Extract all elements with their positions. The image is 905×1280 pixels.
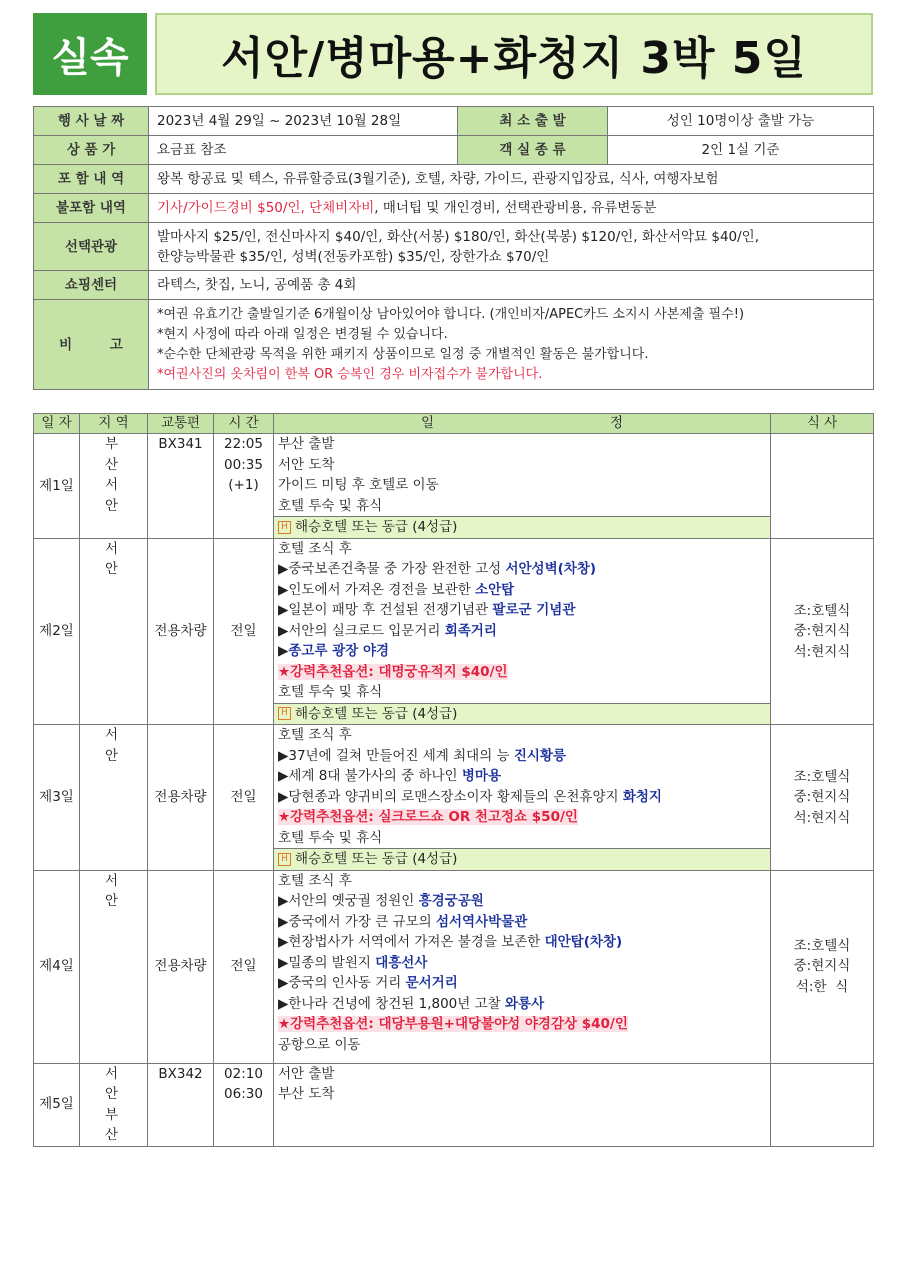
attraction-name: 팔로군 기념관 (492, 602, 576, 618)
attraction-name: 대흥선사 (375, 954, 428, 971)
hotel-icon: H (278, 707, 291, 720)
itinerary-line: ▶37년에 걸쳐 만들어진 세계 최대의 능 진시황릉 (278, 747, 567, 764)
meal-line: 중:현지식 (793, 623, 851, 639)
itinerary-line: ▶중국에서 가장 큰 규모의 섬서역사박물관 (278, 913, 528, 930)
meal-line: 석:현지식 (793, 809, 851, 826)
time-text: 02:10 (224, 1065, 263, 1082)
meal-line: 중:현지식 (793, 958, 851, 975)
itinerary-line: ▶중국의 인사동 거리 문서거리 (278, 975, 458, 991)
price-value: 요금표 참조 (149, 136, 458, 165)
attraction-name: 와룡사 (504, 995, 545, 1012)
attraction-name: 흥경궁공원 (418, 893, 484, 909)
attraction-name: 대안탑(차창) (544, 934, 623, 950)
header-region: 지 역 (80, 414, 148, 434)
period-value: 2023년 4월 29일 ~ 2023년 10월 28일 (149, 107, 458, 136)
meal-line: 석:현지식 (793, 643, 851, 660)
itinerary-line: ▶당현종과 양귀비의 로맨스장소이자 황제들의 온천휴양지 화청지 (278, 788, 662, 805)
header-meal: 식 사 (771, 414, 874, 434)
attraction-name: 소안탑 (475, 581, 515, 598)
itinerary-line: 호텔 투숙 및 휴식 (278, 497, 383, 514)
meal-line: 석:한 식 (795, 978, 849, 995)
day-row (34, 1063, 874, 1146)
exclude-value (149, 194, 874, 223)
min-departure-label: 최 소 출 발 (458, 107, 608, 136)
hotel-icon: H (278, 853, 291, 866)
meal-line: 조:호텔식 (793, 602, 851, 619)
time-text: 22:05 (224, 436, 263, 452)
hotel-name: 해승호텔 또는 동급 (4성급) (295, 705, 458, 722)
itinerary-line: ▶현장법사가 서역에서 가져온 불경을 보존한 대안탑(차창) (278, 934, 623, 950)
optional-tour-line: 발마사지 $25/인, 전신마사지 $40/인, 화산(서봉) $180/인, 화산(북봉) $120/인, 화산서악묘 $40/인, (157, 228, 760, 245)
day-region: 서안 (80, 870, 148, 1063)
schedule-header (34, 414, 874, 434)
time-text: 06:30 (224, 1086, 263, 1102)
itinerary-line (278, 1014, 766, 1035)
page-title: 서안/병마용+화청지 3박 5일 (155, 13, 873, 95)
day-region: 서안 (80, 725, 148, 871)
day-row (34, 538, 874, 725)
hotel-icon: H (278, 521, 291, 534)
day-region (80, 434, 148, 539)
header-itinerary: 일 정 (274, 414, 771, 434)
meal-cell (771, 434, 874, 539)
note-line: *순수한 단체관광 목적을 위한 패키지 상품이므로 일정 중 개별적인 활동은 불가합니다. (157, 346, 649, 362)
notes-label: 비 고 (34, 300, 149, 390)
info-row-shopping (34, 271, 874, 300)
title-badge: 실속 (33, 13, 147, 95)
region-text: 부산 (104, 1106, 133, 1143)
transport-text: 전용차량 (148, 725, 214, 871)
time-text: 00:35 (224, 456, 263, 473)
itinerary-line: 호텔 투숙 및 휴식 (278, 684, 383, 700)
attraction-name: 병마용 (461, 768, 502, 784)
include-value: 왕복 항공료 및 텍스, 유류할증료(3월기준), 호텔, 차량, 가이드, 관광지입장료, 식사, 여행자보험 (149, 165, 874, 194)
itinerary-cell (274, 1063, 771, 1146)
header-date: 일 자 (34, 414, 80, 434)
attraction-name: 섬서역사박물관 (435, 913, 528, 930)
recommended-option: ★강력추천옵션: 대명궁유적지 $40/인 (278, 663, 508, 680)
shopping-value: 라텍스, 찻집, 노니, 공예품 총 4회 (149, 271, 874, 300)
min-departure-value: 성인 10명이상 출발 가능 (608, 107, 874, 136)
attraction-name: 문서거리 (405, 975, 458, 991)
day-label: 제5일 (34, 1063, 80, 1146)
day-times (214, 1063, 274, 1146)
itinerary-line (278, 662, 766, 683)
itinerary-line: ▶서안의 실크로드 입문거리 회족거리 (278, 622, 497, 639)
exclude-rest-text: , 매너팁 및 개인경비, 선택관광비용, 유류변동분 (374, 200, 657, 216)
day-label: 제3일 (34, 725, 80, 871)
itinerary-line: ▶한나라 건녕에 창건된 1,800년 고찰 와룡사 (278, 995, 545, 1012)
itinerary-cell (274, 870, 771, 1063)
transport-text: 전용차량 (148, 870, 214, 1063)
optional-tour-line: 한양능박물관 $35/인, 성벽(전동카포함) $35/인, 장한가쇼 $70/인 (157, 248, 550, 265)
itinerary-line (278, 807, 766, 828)
hotel-name: 해승호텔 또는 동급 (4성급) (295, 851, 458, 867)
schedule-table (33, 413, 874, 1147)
recommended-option: ★강력추천옵션: 대당부용원+대당불야성 야경감상 $40/인 (278, 1016, 628, 1032)
meal-line: 조:호텔식 (793, 937, 851, 954)
optional-tour-value (149, 223, 874, 271)
hotel-line (274, 703, 770, 725)
itinerary-cell (274, 538, 771, 725)
notes-value (149, 300, 874, 390)
day-row (34, 725, 874, 871)
meal-line: 조:호텔식 (793, 768, 851, 785)
day-label: 제1일 (34, 434, 80, 539)
meal-cell (771, 538, 874, 725)
meal-cell (771, 870, 874, 1063)
attraction-name: 화청지 (622, 788, 662, 805)
itinerary-line: ▶중국보존건축물 중 가장 완전한 고성 서안성벽(차창) (278, 561, 597, 577)
info-table (33, 106, 874, 390)
day-label: 제4일 (34, 870, 80, 1063)
itinerary-line: 공항으로 이동 (278, 1036, 361, 1053)
time-text: 전일 (214, 725, 274, 871)
hotel-name: 해승호텔 또는 동급 (4성급) (295, 519, 458, 535)
region-text: 부산 (104, 436, 133, 473)
exclude-label: 불포함 내역 (34, 194, 149, 223)
info-row-include (34, 165, 874, 194)
itinerary-line: ▶밀종의 발원지 대흥선사 (278, 954, 428, 971)
day-row (34, 870, 874, 1063)
meal-line: 중:현지식 (793, 789, 851, 805)
info-row-price (34, 136, 874, 165)
itinerary-line: 부산 출발 (278, 436, 335, 452)
room-type-label: 객 실 종 류 (458, 136, 608, 165)
attraction-name: 종고루 광장 야경 (288, 643, 390, 659)
attraction-name: 진시황릉 (513, 747, 567, 764)
itinerary-line: 가이드 미팅 후 호텔로 이동 (278, 477, 439, 493)
note-line-warning: *여권사진의 옷차림이 한복 OR 승복인 경우 비자접수가 불가합니다. (157, 366, 543, 382)
transport-text: 전용차량 (148, 538, 214, 725)
region-text: 서안 (104, 477, 133, 514)
itinerary-line: ▶인도에서 가져온 경전을 보관한 소안탑 (278, 581, 515, 598)
include-label: 포 함 내 역 (34, 165, 149, 194)
room-type-value: 2인 1실 기준 (608, 136, 874, 165)
meal-cell (771, 725, 874, 871)
info-row-notes (34, 300, 874, 390)
price-label: 상 품 가 (34, 136, 149, 165)
optional-tour-label: 선택관광 (34, 223, 149, 271)
shopping-label: 쇼핑센터 (34, 271, 149, 300)
note-line: *여권 유효기간 출발일기준 6개월이상 남아있어야 합니다. (개인비자/APEC카드 소지시 사본제출 필수!) (157, 306, 745, 322)
itinerary-line: 호텔 조식 후 (278, 727, 352, 743)
hotel-line (274, 516, 770, 538)
recommended-option: ★강력추천옵션: 실크로드쇼 OR 천고정쇼 $50/인 (278, 809, 578, 825)
period-label: 행 사 날 짜 (34, 107, 149, 136)
itinerary-line: 호텔 조식 후 (278, 872, 352, 889)
itinerary-line: 서안 도착 (278, 456, 335, 473)
header-time: 시 간 (214, 414, 274, 434)
exclude-red-text: 기사/가이드경비 $50/인, 단체비자비 (157, 200, 375, 216)
day-region: 서안 (80, 538, 148, 725)
day-times (214, 434, 274, 539)
itinerary-cell (274, 434, 771, 539)
meal-cell (771, 1063, 874, 1146)
time-text: (+1) (228, 477, 259, 493)
itinerary-line: ▶서안의 옛궁궐 정원인 흥경궁공원 (278, 893, 484, 909)
itinerary-line: 부산 도착 (278, 1086, 335, 1102)
itinerary-line: 호텔 조식 후 (278, 540, 352, 557)
itinerary-line: 호텔 투숙 및 휴식 (278, 829, 383, 846)
day-label: 제2일 (34, 538, 80, 725)
day-region (80, 1063, 148, 1146)
itinerary-line: ▶종고루 광장 야경 (278, 643, 390, 659)
day-row (34, 434, 874, 539)
hotel-line (274, 848, 770, 870)
itinerary-cell (274, 725, 771, 871)
info-row-exclude (34, 194, 874, 223)
attraction-name: 회족거리 (444, 622, 497, 639)
info-row-period (34, 107, 874, 136)
time-text: 전일 (214, 870, 274, 1063)
time-text: 전일 (214, 538, 274, 725)
region-text: 서안 (104, 1065, 133, 1102)
itinerary-line: ▶일본이 패망 후 건설된 전쟁기념관 팔로군 기념관 (278, 602, 576, 618)
flight-number: BX341 (148, 434, 214, 539)
info-row-optional (34, 223, 874, 271)
header-transport: 교통편 (148, 414, 214, 434)
itinerary-line: ▶세계 8대 불가사의 중 하나인 병마용 (278, 768, 502, 784)
attraction-name: 서안성벽(차창) (505, 561, 597, 577)
flight-number: BX342 (148, 1063, 214, 1146)
note-line: *현지 사정에 따라 아래 일정은 변경될 수 있습니다. (157, 326, 448, 342)
itinerary-line: 서안 출발 (278, 1065, 335, 1082)
